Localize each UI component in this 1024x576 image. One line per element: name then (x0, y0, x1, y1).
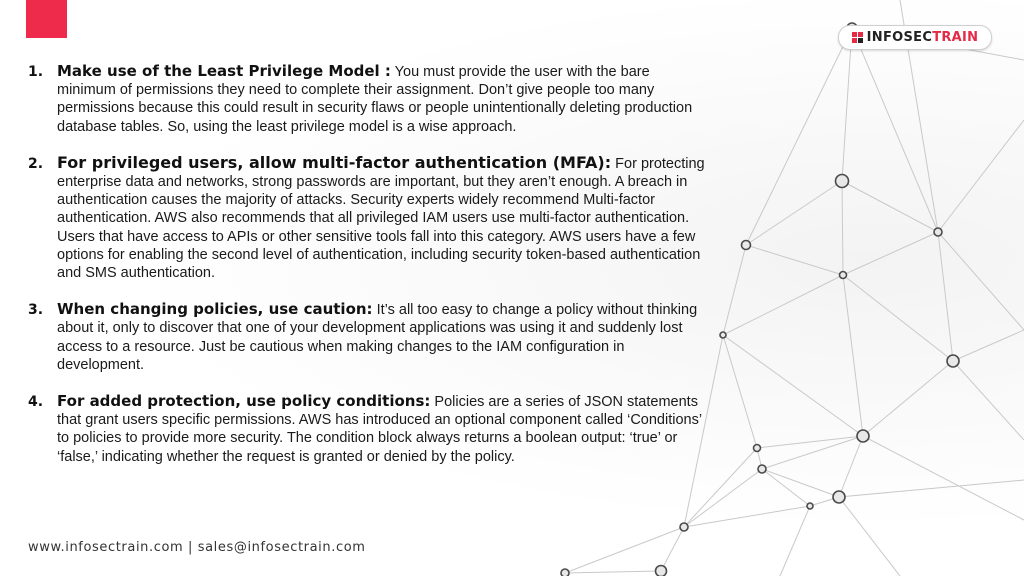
logo-text (867, 30, 979, 45)
logo-text-primary: INFOSEC (866, 30, 933, 45)
item-body (57, 300, 708, 374)
item-heading: Make use of the Least Privilege Model : (57, 62, 391, 80)
brand-logo (838, 25, 992, 50)
item-text: You must provide the user with the bare minimum of permissions they need to complete their assignment. Don’t give people too many permissions because this could result in security flaws or people unintentionally deleting production database tables. So, using the least privilege model is a wise approach. (57, 64, 693, 135)
logo-text-accent: TRAIN (932, 30, 979, 45)
item-number: 2. (28, 155, 44, 172)
item-body (57, 154, 708, 282)
list-item (28, 392, 708, 466)
list-item (28, 154, 708, 282)
item-body (57, 392, 708, 466)
list-item (28, 62, 708, 136)
item-number: 1. (28, 64, 44, 80)
item-heading: When changing policies, use caution: (57, 300, 373, 319)
footer-contact: www.infosectrain.com | sales@infosectrain.com (28, 540, 366, 555)
item-number: 4. (28, 394, 44, 411)
item-number: 3. (28, 302, 44, 319)
item-text: It’s all too easy to change a policy without thinking about it, only to discover that one of your development applications was using it and suddenly lost access to a resource. Just be cautious when making changes to the IAM configuration in development. (57, 302, 698, 373)
item-body (57, 62, 708, 136)
logo-mark-icon (852, 32, 863, 43)
item-heading: For added protection, use policy conditions: (57, 392, 431, 411)
item-text: For protecting enterprise data and networks, strong passwords are important, but they aren’t enough. A breach in authentication causes the majority of attacks. Security experts widely recommend Multi-factor authentication. AWS also recommends that all privileged IAM users use multi-factor authentication. Users that have access to APIs or other sensitive tools fall into this category. AWS users have a few options for enabling the second level of authentication, including security token-based authentication and SMS authentication. (57, 155, 705, 282)
best-practices-list (28, 62, 708, 484)
item-heading: For privileged users, allow multi-factor authentication (MFA): (57, 152, 612, 172)
list-item (28, 300, 708, 374)
item-text: Policies are a series of JSON statements that grant users specific permissions. AWS has introduced an optional component called ‘Conditions’ to policies to provide more security. The condition block always returns a boolean output: ‘true’ or ‘false,’ indicating whether the request is granted or denied by the policy. (57, 394, 702, 465)
